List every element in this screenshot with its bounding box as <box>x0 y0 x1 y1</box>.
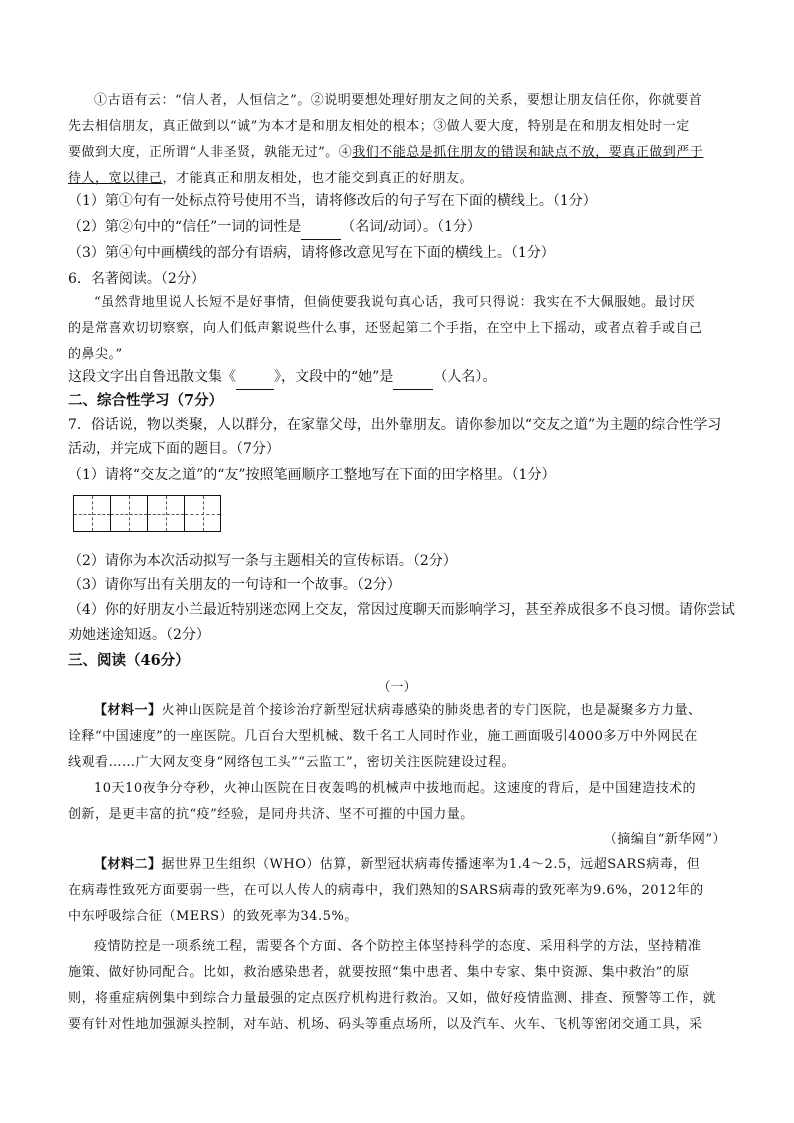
underlined-sentence-end: 待人，宽以律己 <box>68 171 163 186</box>
material-1-label: 【材料一】 <box>94 703 162 718</box>
passage-line-2: 先去相信朋友，真正做到以“诚”为本才是和朋友相处的根本；③做人要大度，特别是在和朋友相处时一定 <box>68 119 690 134</box>
question-6-ask <box>68 364 732 390</box>
reading-part-label: （一） <box>377 680 417 695</box>
passage-text: 要做到大度，正所谓“人非圣贤，孰能无过”。④ <box>68 145 353 160</box>
quote-line-2: 的是常喜欢切切察察，向人们低声絮说些什么事，还竖起第二个手指，在空中上下摇动，或者点着手或自己 <box>68 321 703 336</box>
material-1-line-5: 创新，是更丰富的抗“疫”经验，是同舟共济、坚不可摧的中国力量。 <box>68 807 474 822</box>
material-text: 据世界卫生组织（WHO）估算，新型冠状病毒传播速率为1.4～2.5，远超SARS病毒，但 <box>161 857 701 872</box>
grid-cell[interactable] <box>147 495 184 532</box>
question-7-intro-1: 7．俗话说，物以类聚，人以群分，在家靠父母，出外靠朋友。请你参加以“交友之道”为主题的综合性学习 <box>68 417 722 433</box>
material-1-line-4: 10天10夜争分夺秒，火神山医院在日夜轰鸣的机械声中拔地而起。这速度的背后，是中国建造技术的 <box>94 781 697 796</box>
question-5-3: （3）第④句中画横线的部分有语病，请将修改意见写在下面的横线上。（1分） <box>68 245 555 261</box>
question-7-1: （1）请将“交友之道”的“友”按照笔画顺序工整地写在下面的田字格里。（1分） <box>68 467 556 483</box>
answer-blank[interactable] <box>301 223 341 240</box>
material-1-line-1 <box>68 698 732 724</box>
question-6-title: 6．名著阅读。（2分） <box>68 271 205 287</box>
material-2-line-1 <box>68 852 732 878</box>
material-1-line-3: 线观看……广大网友变身“网络包工头”“云监工”，密切关注医院建设过程。 <box>68 755 516 770</box>
material-2-line-3: 中东呼吸综合征（MERS）的致死率为34.5%。 <box>68 909 358 924</box>
question-text: （名词/动词）。（1分） <box>341 219 481 235</box>
question-7-4-a: （4）你的好朋友小兰最近特别迷恋网上交友，常因过度聊天而影响学习，甚至养成很多不良习惯。请你尝试 <box>68 602 735 618</box>
material-text: 火神山医院是首个接诊治疗新型冠状病毒感染的肺炎患者的专门医院，也是凝聚多方力量、 <box>161 703 702 718</box>
material-1-line-2: 诠释“中国速度”的一座医院。几百台大型机械、数千名工人同时作业，施工画面吸引4000多万中外网民在 <box>68 729 698 744</box>
answer-blank-name[interactable] <box>393 373 433 390</box>
quote-line-3: 的鼻尖。” <box>68 347 123 362</box>
material-1-source: （摘编自“新华网”） <box>603 832 726 847</box>
question-7-intro-2: 活动，并完成下面的题目。（7分） <box>68 441 280 457</box>
passage-line-1: ①古语有云：“信人者，人恒信之”。②说明要想处理好朋友之间的关系，要想让朋友信任你，你就要首 <box>94 93 703 108</box>
question-7-3: （3）请你写出有关朋友的一句诗和一个故事。（2分） <box>68 577 401 593</box>
material-2-line-4: 疫情防控是一项系统工程，需要各个方面、各个防控主体坚持科学的态度、采用科学的方法，坚持精准 <box>94 939 702 954</box>
section-3-heading: 三、阅读（46分） <box>68 652 190 669</box>
quote-line-1: “虽然背地里说人长短不是好事情，但倘使要我说句真心话，我可只得说：我实在不大佩服她。最讨厌 <box>94 295 696 310</box>
material-2-line-7: 要有针对性地加强源头控制，对车站、机场、码头等重点场所，以及汽车、火车、飞机等密闭交通工具，采 <box>68 1017 703 1032</box>
material-2-line-6: 则，将重症病例集中到综合力量最强的定点医疗机构进行救治。又如，做好疫情监测、排查、预警等工作，就 <box>68 991 717 1006</box>
material-2-line-2: 在病毒性致死方面要弱一些，在可以人传人的病毒中，我们熟知的SARS病毒的致死率为9.6%，2012年的 <box>68 883 704 898</box>
underlined-sentence: 我们不能总是抓住朋友的错误和缺点不放，要真正做到严于 <box>352 145 704 160</box>
material-2-line-5: 施策、做好协同配合。比如，救治感染患者，就要按照“集中患者、集中专家、集中资源、集中救治”的原 <box>68 965 690 980</box>
question-7-4-b: 劝她迷途知返。（2分） <box>68 627 210 643</box>
question-text: 》，文段中的“她”是 <box>274 369 394 385</box>
answer-blank-book[interactable] <box>236 373 274 390</box>
question-text: （人名）。 <box>433 369 497 385</box>
question-5-1: （1）第①句有一处标点符号使用不当，请将修改后的句子写在下面的横线上。（1分） <box>68 193 597 209</box>
material-2-label: 【材料二】 <box>94 857 162 872</box>
passage-text: ，才能真正和朋友相处，也才能交到真正的好朋友。 <box>162 171 474 186</box>
grid-cell[interactable] <box>184 495 221 532</box>
question-text: 这段文字出自鲁迅散文集《 <box>68 369 236 385</box>
grid-cell[interactable] <box>73 495 110 532</box>
passage-line-3 <box>68 140 732 166</box>
tianzi-grid <box>73 495 221 532</box>
question-text: （2）第②句中的“信任”一词的词性是 <box>68 219 302 235</box>
question-5-2 <box>68 214 732 240</box>
question-7-2: （2）请你为本次活动拟写一条与主题相关的宣传标语。（2分） <box>68 553 457 569</box>
grid-cell[interactable] <box>110 495 147 532</box>
section-2-heading: 二、综合性学习（7分） <box>68 392 224 409</box>
